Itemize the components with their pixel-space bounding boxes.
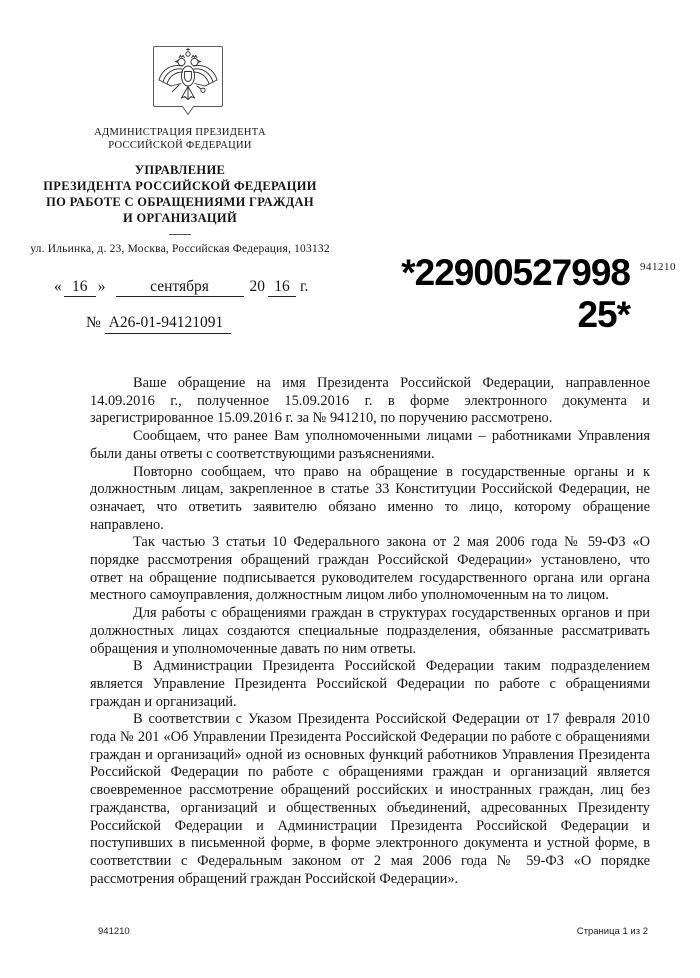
paragraph: Ваше обращение на имя Президента Российской Федерации, направленное 14.09.2016 г., полученное 15.09.2016 г. в форме электронного документа и зарегистрированное 15.09.2016 г. за № 941210, по поручению рассмотрено. (90, 375, 650, 427)
date-year-prefix: 20 (249, 278, 265, 295)
paragraph: Так частью 3 статьи 10 Федерального закона от 2 мая 2006 года № 59-ФЗ «О порядке рассмотрения обращений граждан Российской Федерации» установлено, что ответ на обращение подписывается руководителем государственного органа или органа местного самоуправления, должностным лицом либо уполномоченным на то лицом. (90, 534, 650, 604)
paragraph: В Администрации Президента Российской Федерации таким подразделением является Управление Президента Российской Федерации по работе с обращениями граждан и организаций. (90, 658, 650, 710)
date-month: сентября (116, 278, 244, 297)
number-label: № (86, 314, 101, 331)
registration-code-line1: *22900527998 (401, 252, 630, 293)
footer-page-indicator: Страница 1 из 2 (576, 926, 648, 937)
russia-coat-of-arms-icon (148, 45, 228, 123)
parent-org-line: РОССИЙСКОЙ ФЕДЕРАЦИИ (108, 139, 252, 151)
paragraph: В соответствии с Указом Президента Российской Федерации от 17 февраля 2010 года № 201 «Об Управлении Президента Российской Федерации по работе с обращениями граждан и организаций» одной из основных функций работников Управления Президента Российской Федерации по работе с обращениями граждан и организаций является своевременное рассмотрение обращений российских и иностранных граждан, лиц без гражданства, организаций и общественных объединений, адресованных Президенту Российской Федерации и Администрации Президента Российской Федерации и поступивших в письменной форме, в форме электронного документа и устной форме, в соответствии с Федеральным законом от 2 мая 2006 года № 59-ФЗ «О порядке рассмотрения обращений граждан Российской Федерации». (90, 711, 650, 887)
footer-document-id: 941210 (98, 926, 130, 937)
date-day: 16 (64, 278, 96, 297)
paragraph: Повторно сообщаем, что право на обращение в государственные органы и к должностным лицам, закрепленное в статье 33 Конституции Российской Федерации, не означает, что ответить заявителю обязано именно то лицо, которому обращение направлено. (90, 463, 650, 533)
registration-code-line2: 25* (577, 294, 630, 335)
org-name-line: ПРЕЗИДЕНТА РОССИЙСКОЙ ФЕДЕРАЦИИ (43, 179, 317, 193)
organization-address: ул. Ильинка, д. 23, Москва, Российская Федерация, 103132 (30, 243, 330, 255)
parent-organization-name (28, 127, 332, 152)
date-open-quote: « (54, 278, 62, 295)
letterhead (28, 127, 332, 255)
letter-body (90, 375, 650, 888)
org-name-line: УПРАВЛЕНИЕ (134, 163, 226, 177)
parent-org-line: АДМИНИСТРАЦИЯ ПРЕЗИДЕНТА (94, 127, 266, 138)
date-line (54, 278, 308, 297)
date-year-suffix: 16 (268, 278, 296, 297)
reference-number-value: А26-01-94121091 (105, 314, 232, 334)
registration-code-small-number: 941210 (640, 261, 676, 273)
letterhead-divider (169, 234, 191, 235)
organization-name (28, 162, 332, 226)
paragraph: Для работы с обращениями граждан в структурах государственных органов и при должностных лицах создаются специальные подразделения, обязанные рассматривать обращения и уполномоченные давать по ним ответы. (90, 605, 650, 657)
date-close-quote: » (97, 278, 106, 295)
registration-code (396, 252, 630, 336)
date-year-unit: г. (300, 278, 309, 295)
reference-number-line (86, 314, 231, 334)
org-name-line: И ОРГАНИЗАЦИЙ (123, 211, 237, 225)
org-name-line: ПО РАБОТЕ С ОБРАЩЕНИЯМИ ГРАЖДАН (46, 195, 314, 209)
paragraph: Сообщаем, что ранее Вам уполномоченными лицами – работниками Управления были даны ответы с соответствующими разъяснениями. (90, 428, 650, 462)
